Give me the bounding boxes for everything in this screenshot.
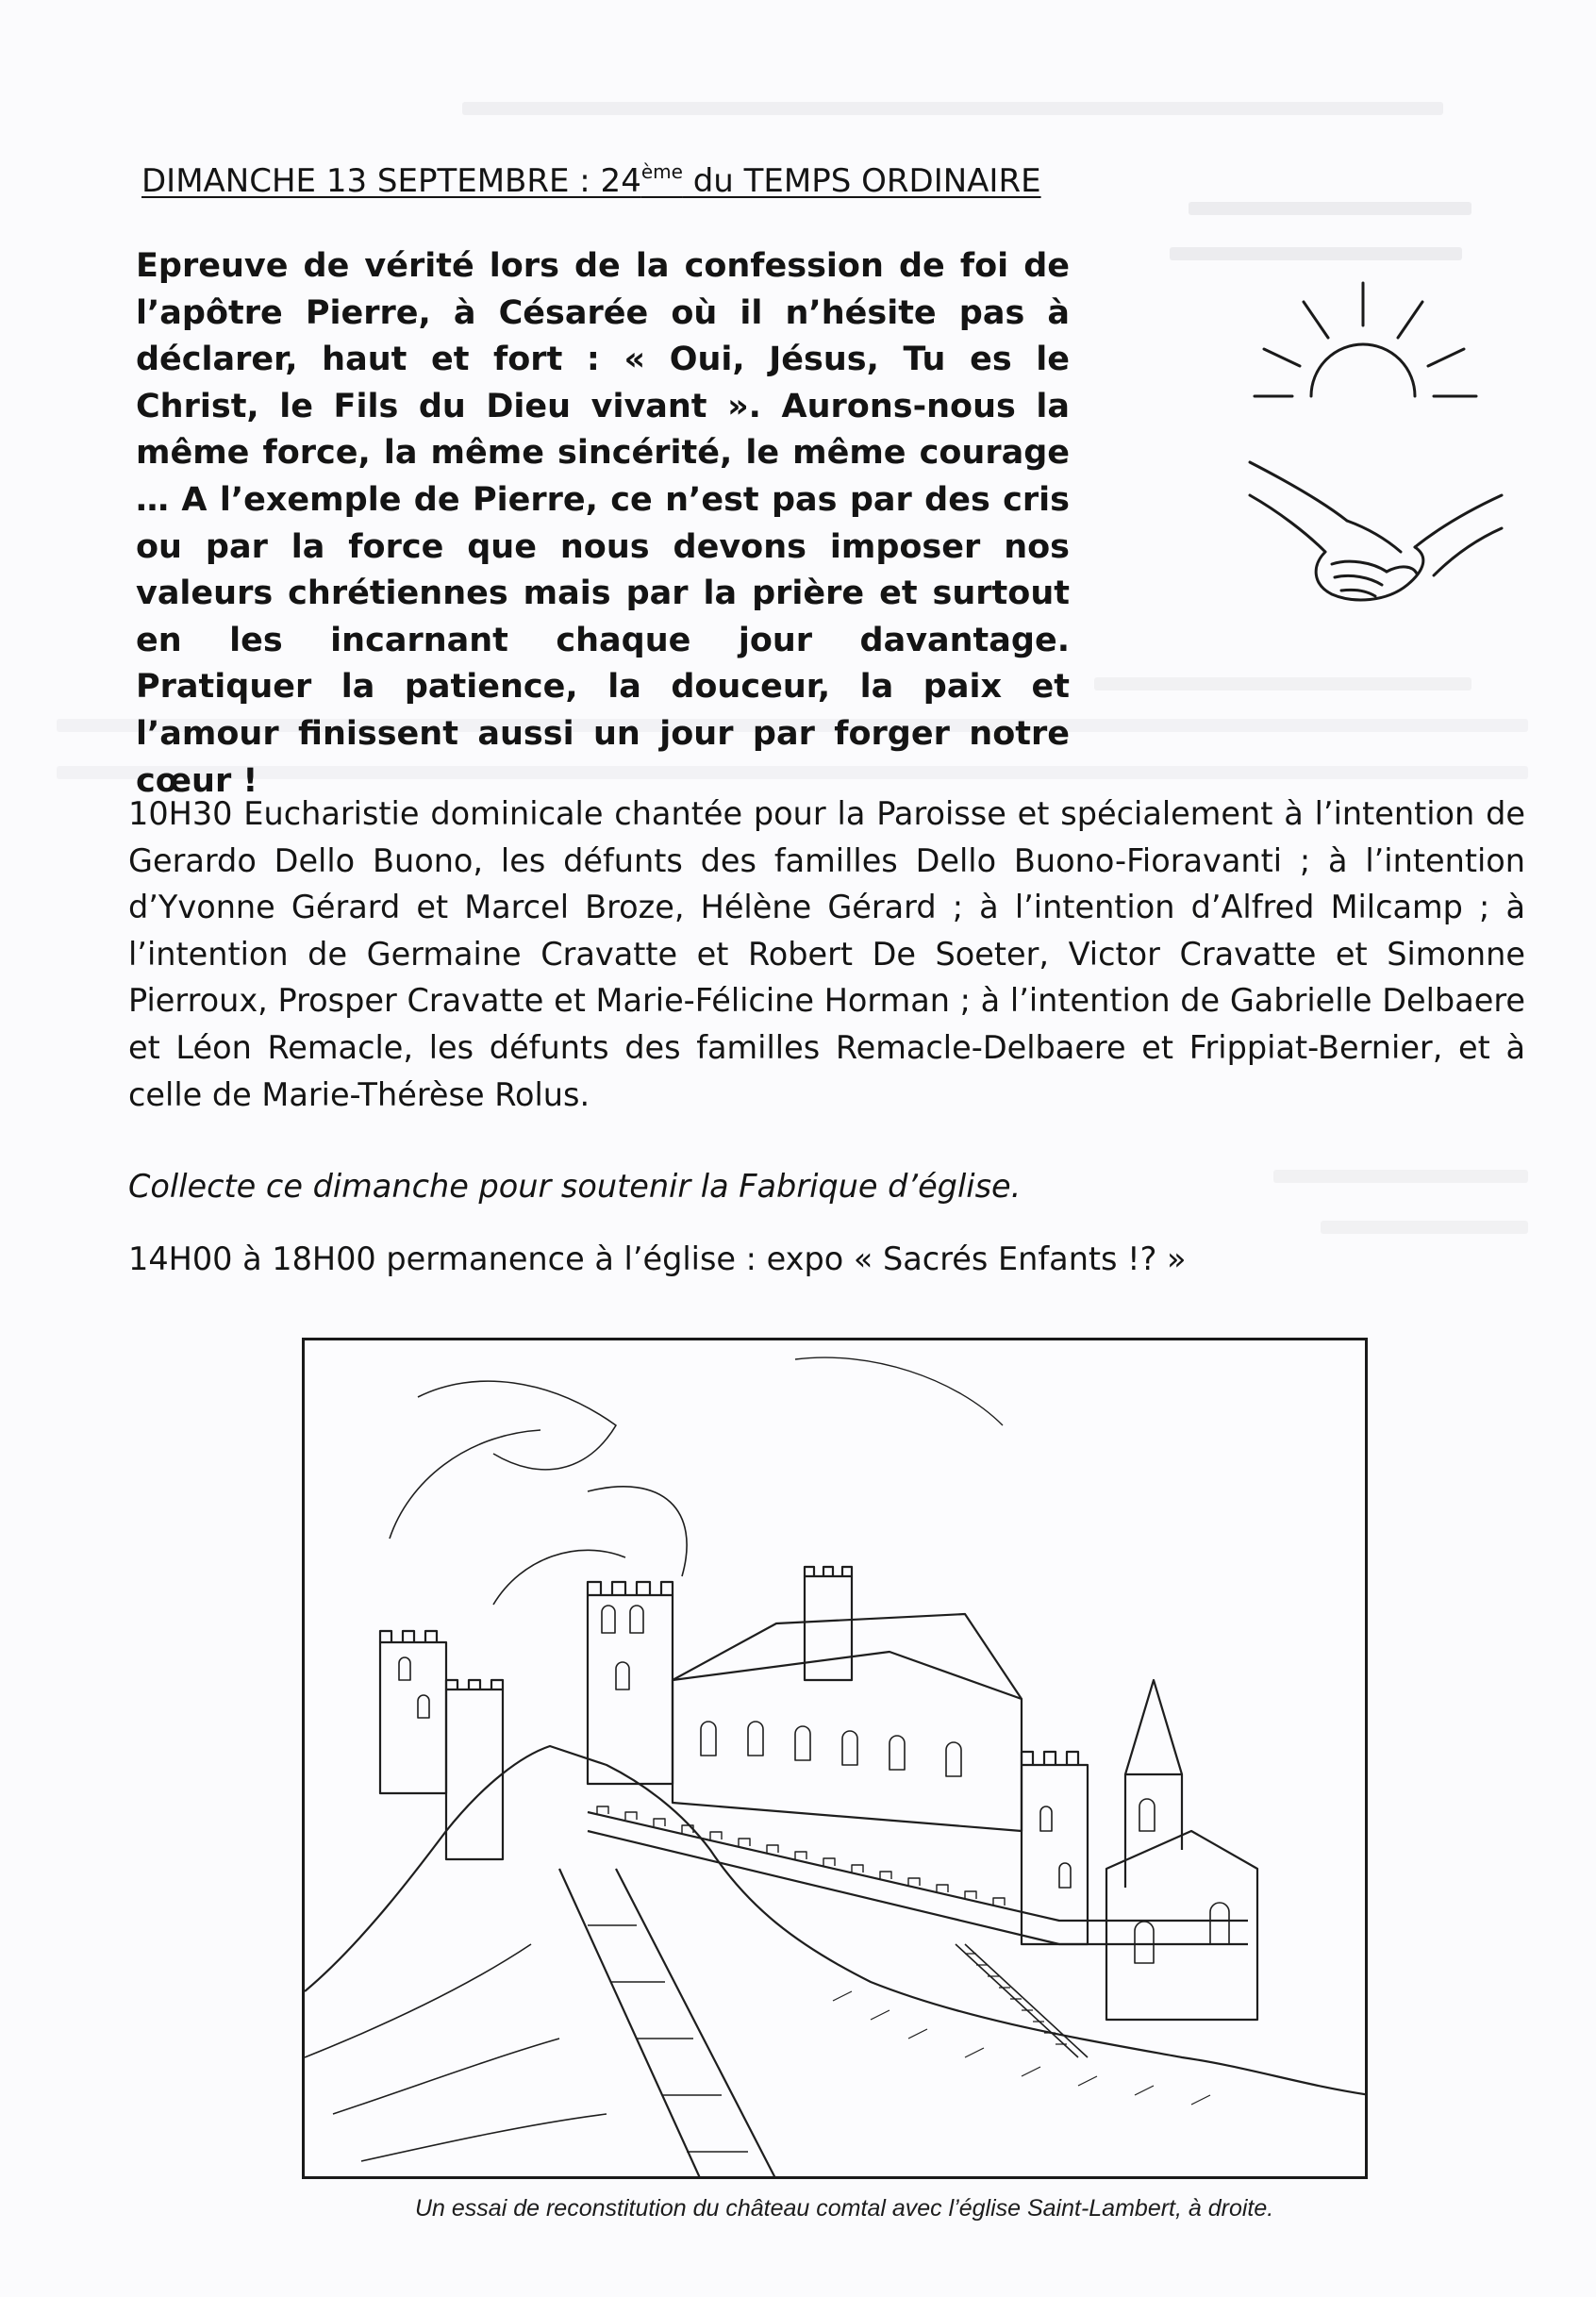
title-prefix: DIMANCHE 13 SEPTEMBRE : 24: [141, 162, 641, 200]
title-suffix: du TEMPS ORDINAIRE: [682, 162, 1041, 200]
collection-notice: Collecte ce dimanche pour soutenir la Fabrique d’église.: [128, 1168, 1022, 1205]
title-text: [141, 162, 1041, 200]
reflection-paragraph: Epreuve de vérité lors de la confession de foi de l’apôtre Pierre, à Césarée où il n’hésite pas à déclarer, haut et fort : « Oui, Jésus, Tu es le Christ, le Fils du Dieu vivant ». Aurons-nous la même force, la même sincérité, le même courage … A l’exemple de Pierre, ce n’est pas par des cris ou par la force que nous devons imposer nos valeurs chrétiennes mais par la prière et surtout en les incarnant chaque jour davantage. Pratiquer la patience, la douceur, la paix et l’amour finissent aussi un jour par forger notre cœur !: [136, 247, 1070, 800]
page-title: [141, 151, 1141, 202]
castle-drawing-icon: [305, 1340, 1368, 2179]
permanence-notice: 14H00 à 18H00 permanence à l’église : expo « Sacrés Enfants !? »: [128, 1240, 1187, 1277]
mass-intentions: 10H30 Eucharistie dominicale chantée pour la Paroisse et spécialement à l’intention de Gerardo Dello Buono, les défunts des familles Dello Buono-Fioravanti ; à l’intention d’Yvonne Gérard et Marcel Broze, Hélène Gérard ; à l’intention d’Alfred Milcamp ; à l’intention de Germaine Cravatte et Robert De Soeter, Victor Cravatte et Simonne Pierroux, Prosper Cravatte et Marie-Félicine Horman ; à l’intention de Gabrielle Delbaere et Léon Remacle, les défunts des familles Remacle-Delbaere et Frippiat-Bernier, et à celle de Marie-Thérèse Rolus.: [128, 795, 1525, 1113]
sun-handshake-icon: [1245, 264, 1509, 623]
castle-illustration: [302, 1338, 1368, 2179]
illustration-caption: Un essai de reconstitution du château comtal avec l’église Saint-Lambert, à droite.: [415, 2195, 1274, 2222]
title-superscript: ème: [640, 160, 683, 183]
